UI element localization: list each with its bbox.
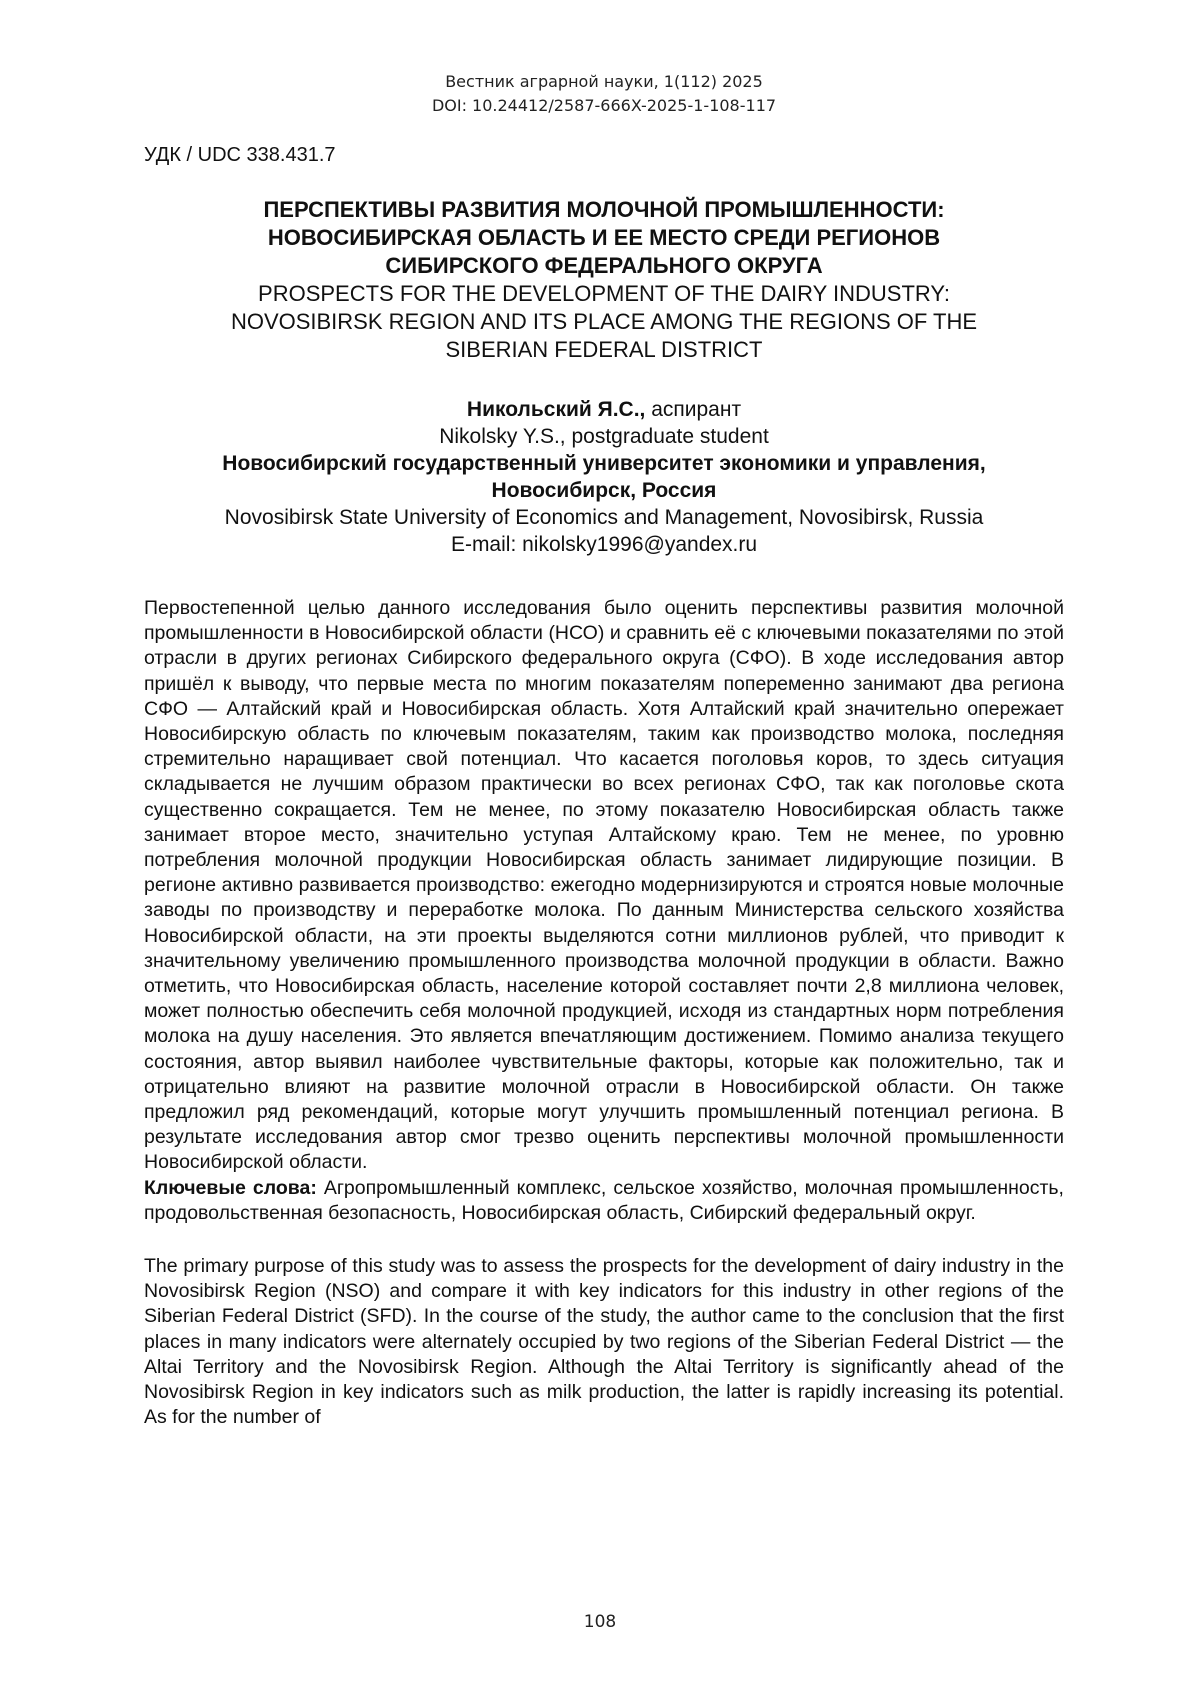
title-ru-line: СИБИРСКОГО ФЕДЕРАЛЬНОГО ОКРУГА: [385, 253, 823, 278]
author-email[interactable]: E-mail: nikolsky1996@yandex.ru: [450, 533, 758, 556]
keywords-ru: [144, 1176, 1064, 1226]
affiliation-ru-city: Новосибирск, Россия: [491, 479, 717, 502]
doi: DOI: 10.24412/2587-666X-2025-1-108-117: [431, 96, 777, 115]
title-en-line: SIBERIAN FEDERAL DISTRICT: [445, 337, 763, 362]
udc-code: УДК / UDC 338.431.7: [144, 144, 336, 166]
abstract-en: [144, 1254, 1064, 1430]
keywords-text: Агропромышленный комплекс, сельское хозяйство, молочная промышленность, продовольственная безопасность, Новосибирская область, Сибирский федеральный округ.: [144, 1176, 1064, 1224]
author-ru: [144, 396, 1064, 423]
keywords-label: Ключевые слова:: [144, 1176, 317, 1199]
title-en-line: NOVOSIBIRSK REGION AND ITS PLACE AMONG THE REGIONS OF THE: [230, 309, 978, 334]
abstract-ru-text: Первостепенной целью данного исследования было оценить перспективы развития молочной промышленности в Новосибирской области (НСО) и сравнить её с ключевыми показателями по этой отрасли в других регионах Сибирского федерального округа (СФО). В ходе исследования автор пришёл к выводу, что первые места по многим показателям попеременно занимают два региона СФО — Алтайский край и Новосибирская область. Хотя Алтайский край значительно опережает Новосибирскую область по ключевым показателям, таким как производство молока, последняя стремительно наращивает свой потенциал. Что касается поголовья коров, то здесь ситуация складывается не лучшим образом практически во всех регионах СФО, так как поголовье скота существенно сокращается. Тем не менее, по этому показателю Новосибирская область также занимает второе место, значительно уступая Алтайскому краю. Тем не менее, по уровню потребления молочной продукции Новосибирская область занимает лидирующие позиции. В регионе активно развивается производство: ежегодно модернизируются и строятся новые молочные заводы по производству и переработке молока. По данным Министерства сельского хозяйства Новосибирской области, на эти проекты выделяются сотни миллионов рублей, что приводит к значительному увеличению промышленного производства молочной продукции в области. Важно отметить, что Новосибирская область, население которой составляет почти 2,8 миллиона человек, может полностью обеспечить себя молочной продукцией, исходя из стандартных норм потребления молока на душу населения. Это является впечатляющим достижением. Помимо анализа текущего состояния, автор выявил наиболее чувствительные факторы, которые как положительно, так и отрицательно влияют на развитие молочной отрасли в Новосибирской области. Он также предложил ряд рекомендаций, которые могут улучшить промышленный потенциал региона. В результате исследования автор смог трезво оценить перспективы молочной промышленности Новосибирской области.: [144, 597, 1064, 1174]
page-number: 108: [583, 1612, 617, 1632]
affiliation-ru: Новосибирский государственный университет экономики и управления,: [222, 452, 986, 475]
abstract-ru: [144, 596, 1064, 1226]
author-block: [144, 396, 1064, 558]
journal-header: [144, 70, 1064, 118]
title-ru: [144, 196, 1064, 280]
title-ru-line: ПЕРСПЕКТИВЫ РАЗВИТИЯ МОЛОЧНОЙ ПРОМЫШЛЕННОСТИ:: [263, 197, 945, 222]
author-role-ru: аспирант: [645, 398, 742, 421]
author-en: Nikolsky Y.S., postgraduate student: [439, 425, 769, 448]
abstract-en-text: The primary purpose of this study was to assess the prospects for the development of dairy industry in the Novosibirsk Region (NSO) and compare it with key indicators for this industry in other regions of the Siberian Federal District (SFD). In the course of the study, the author came to the conclusion that the first places in many indicators were alternately occupied by two regions of the Siberian Federal District — the Altai Territory and the Novosibirsk Region. Although the Altai Territory is significantly ahead of the Novosibirsk Region in key indicators such as milk production, the latter is rapidly increasing its potential. As for the number of: [144, 1255, 1064, 1429]
affiliation-en: Novosibirsk State University of Economics and Management, Novosibirsk, Russia: [224, 506, 984, 529]
title-en-line: PROSPECTS FOR THE DEVELOPMENT OF THE DAIRY INDUSTRY:: [258, 281, 950, 306]
author-name-ru: Никольский Я.С.,: [466, 398, 646, 421]
title-en: [144, 280, 1064, 364]
title-ru-line: НОВОСИБИРСКАЯ ОБЛАСТЬ И ЕЕ МЕСТО СРЕДИ РЕГИОНОВ: [267, 225, 941, 250]
journal-issue: Вестник аграрной науки, 1(112) 2025: [445, 72, 763, 91]
